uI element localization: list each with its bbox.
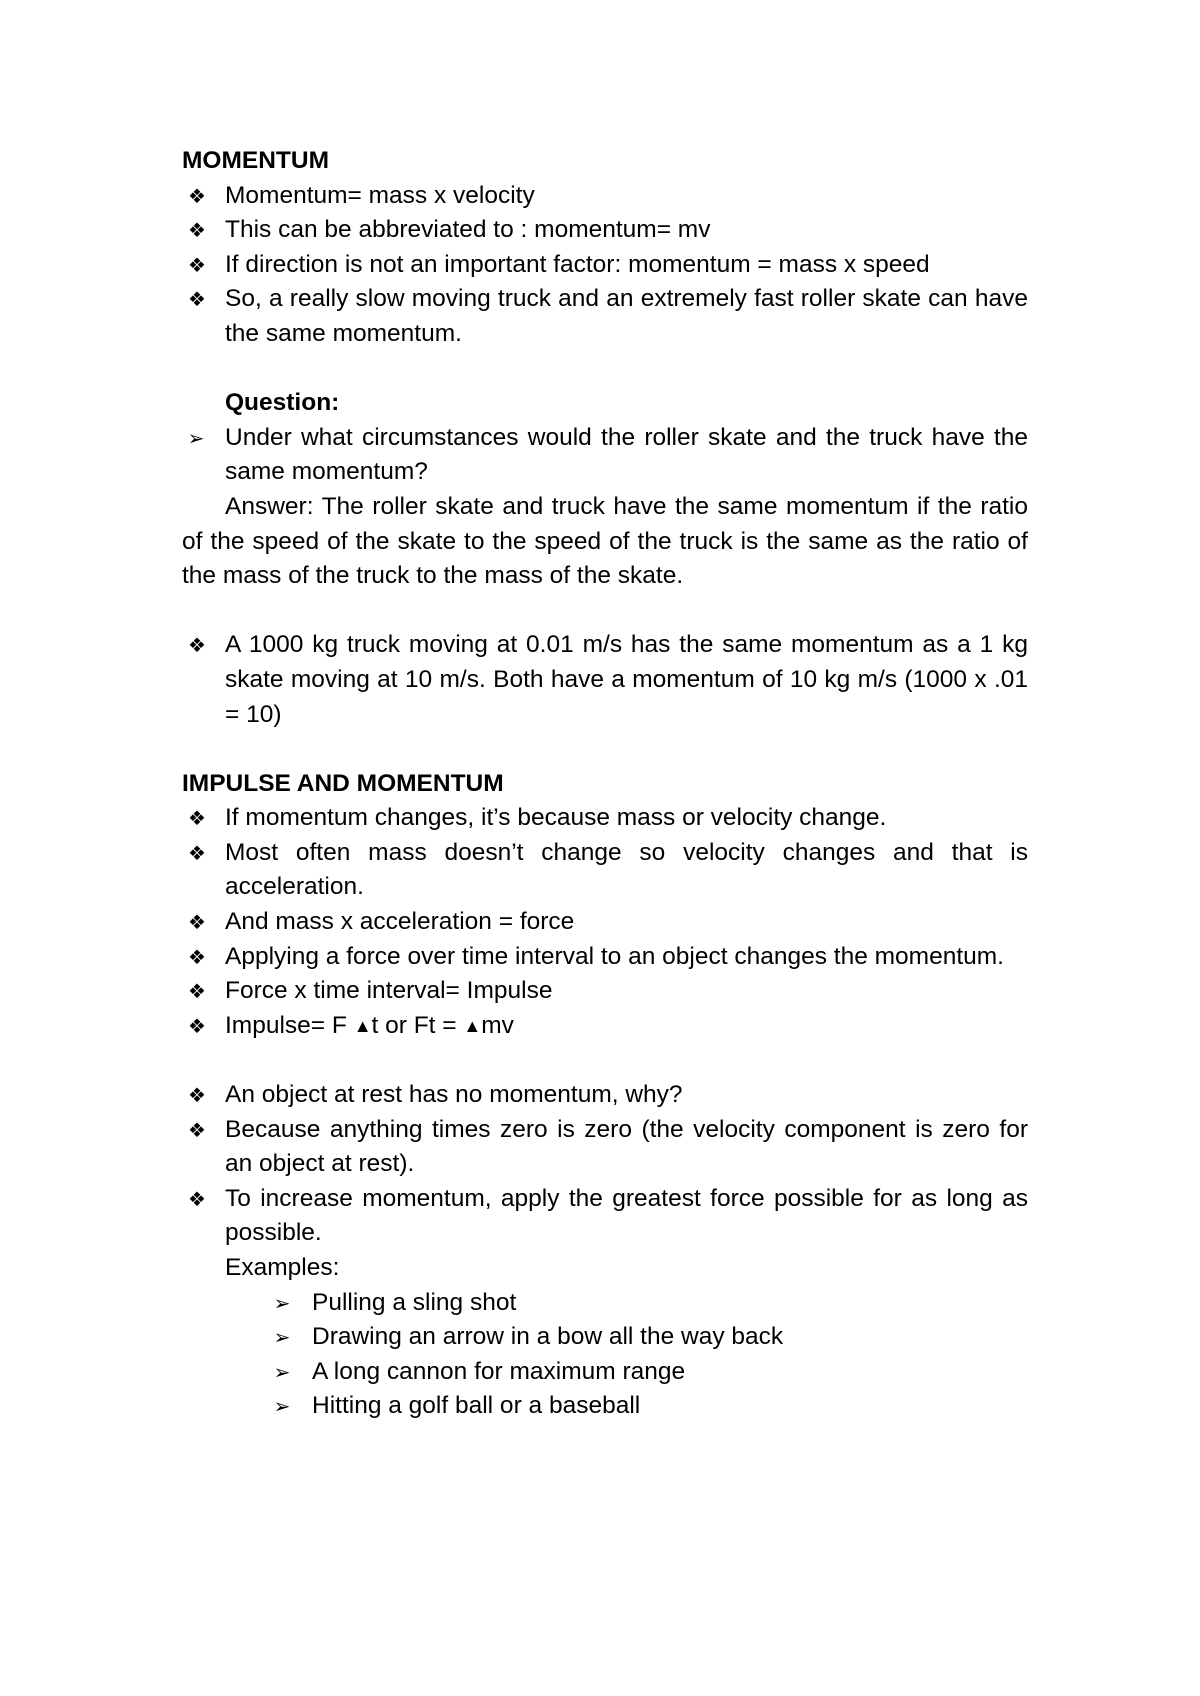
list-item-text: Momentum= mass x velocity [225, 181, 535, 209]
document-page [182, 144, 1028, 1424]
diamond-bullet-icon: ❖ [188, 183, 206, 208]
list-item-text: To increase momentum, apply the greatest force possible for as long as possible. [225, 1184, 1028, 1247]
diamond-bullet-icon: ❖ [188, 806, 206, 831]
question-label: Question: [225, 389, 340, 417]
list-item-text: If momentum changes, it’s because mass or velocity change. [225, 804, 887, 832]
list-item-text: If direction is not an important factor: momentum = mass x speed [225, 250, 930, 278]
answer-paragraph: Answer: The roller skate and truck have the same momentum if the ratio of the speed of the skate to the speed of the truck is the same as the ratio of the mass of the truck to the mass of the skate. [182, 492, 1028, 590]
arrow-bullet-icon: ➢ [187, 425, 205, 450]
diamond-bullet-icon: ❖ [188, 944, 206, 969]
diamond-bullet-icon: ❖ [188, 979, 206, 1004]
spacer [182, 1043, 1028, 1078]
list-item [182, 282, 1028, 351]
example-text: Drawing an arrow in a bow all the way back [312, 1323, 784, 1351]
diamond-bullet-icon: ❖ [188, 287, 206, 312]
example-item [182, 1286, 1028, 1321]
list-item [182, 628, 1028, 732]
impulse-formula-item [182, 1009, 1028, 1044]
list-item [182, 248, 1028, 283]
list-item [182, 905, 1028, 940]
example-text: Pulling a sling shot [312, 1288, 517, 1316]
list-item [182, 801, 1028, 836]
example-item [182, 1355, 1028, 1390]
example-item [182, 1320, 1028, 1355]
list-item-text: Force x time interval= Impulse [225, 977, 553, 1005]
list-item [182, 940, 1028, 975]
spacer [182, 732, 1028, 767]
diamond-bullet-icon: ❖ [188, 252, 206, 277]
arrow-bullet-icon: ➢ [273, 1325, 291, 1350]
list-item [182, 1182, 1028, 1251]
list-item [182, 974, 1028, 1009]
list-item [182, 1113, 1028, 1182]
section-heading-momentum: MOMENTUM [182, 147, 329, 174]
list-item-text: And mass x acceleration = force [225, 908, 575, 936]
example-text: Hitting a golf ball or a baseball [312, 1392, 641, 1420]
diamond-bullet-icon: ❖ [188, 1186, 206, 1211]
example-item [182, 1389, 1028, 1424]
impulse-formula-part1: Impulse= F [225, 1011, 354, 1039]
question-text: Under what circumstances would the roller skate and the truck have the same momentum? [225, 423, 1028, 486]
diamond-bullet-icon: ❖ [188, 1013, 206, 1038]
diamond-bullet-icon: ❖ [188, 218, 206, 243]
arrow-bullet-icon: ➢ [273, 1290, 291, 1315]
list-item [182, 213, 1028, 248]
arrow-bullet-icon: ➢ [273, 1394, 291, 1419]
diamond-bullet-icon: ❖ [188, 1083, 206, 1108]
delta-triangle-icon: ▲ [353, 1015, 372, 1036]
spacer [182, 352, 1028, 387]
list-item-text: A 1000 kg truck moving at 0.01 m/s has the same momentum as a 1 kg skate moving at 10 m/s. Both have a momentum of 10 kg m/s (1000 x .01 = 10) [225, 631, 1028, 728]
impulse-formula-part3: mv [481, 1011, 514, 1039]
examples-label: Examples: [225, 1254, 340, 1281]
diamond-bullet-icon: ❖ [188, 1117, 206, 1142]
impulse-formula-part2: t or Ft = [371, 1011, 464, 1039]
list-item-text: An object at rest has no momentum, why? [225, 1081, 683, 1109]
spacer [182, 594, 1028, 629]
arrow-bullet-icon: ➢ [273, 1359, 291, 1384]
list-item [182, 1078, 1028, 1113]
delta-triangle-icon: ▲ [463, 1015, 482, 1036]
example-text: A long cannon for maximum range [312, 1357, 686, 1385]
list-item-text: Applying a force over time interval to an object changes the momentum. [225, 942, 1004, 970]
diamond-bullet-icon: ❖ [188, 633, 206, 658]
list-item-text: This can be abbreviated to : momentum= mv [225, 216, 711, 244]
question-item [182, 421, 1028, 490]
section-heading-impulse: IMPULSE AND MOMENTUM [182, 769, 504, 797]
list-item [182, 836, 1028, 905]
list-item [182, 179, 1028, 214]
diamond-bullet-icon: ❖ [188, 840, 206, 865]
diamond-bullet-icon: ❖ [188, 910, 206, 935]
list-item-text: So, a really slow moving truck and an extremely fast roller skate can have the same momentum. [225, 285, 1028, 347]
list-item-text: Because anything times zero is zero (the velocity component is zero for an object at rest). [225, 1115, 1028, 1178]
list-item-text: Most often mass doesn’t change so velocity changes and that is acceleration. [225, 838, 1028, 901]
